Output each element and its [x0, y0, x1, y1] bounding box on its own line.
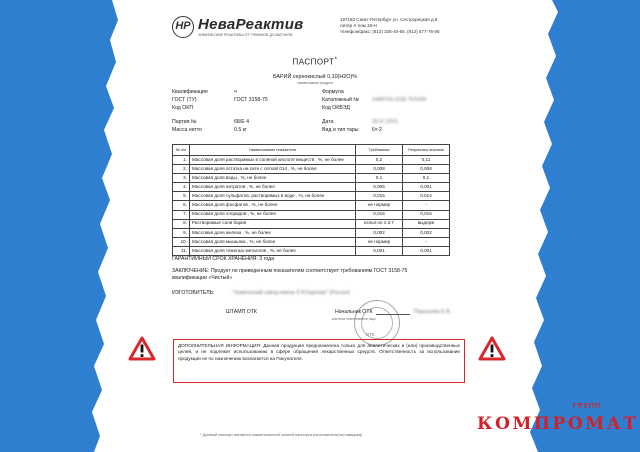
table-cell-name: Массовая доля воды , %, не более	[190, 174, 356, 183]
table-cell-res: 0,11	[403, 156, 450, 165]
catalog-label: Каталожный №	[322, 97, 359, 103]
table-cell-num: 11.	[173, 246, 190, 255]
table-cell-num: 3.	[173, 174, 190, 183]
table-cell-name: Массовая доля растворимых в соляной кислоте веществ , %, не более	[190, 156, 356, 165]
column-header-res: Результаты анализа	[403, 145, 450, 156]
column-header-num: № п/п	[173, 145, 190, 156]
table-row	[173, 246, 450, 255]
table-cell-num: 10.	[173, 237, 190, 246]
shelf-life: ГАРАНТИЙНЫЙ СРОК ХРАНЕНИЯ: 3 года	[172, 256, 275, 262]
mass-value: 0.5 кг	[234, 127, 247, 133]
table-cell-res: 0,015	[403, 210, 450, 219]
date-label: Дата	[322, 119, 334, 125]
qualification-value: ч	[234, 89, 237, 95]
table-cell-name: Массовая доля сульфатов, растворимых в воде , %, не более	[190, 192, 356, 201]
maker-value: "Химический завод имени Л.Я.Карпова" (Россия)	[232, 290, 350, 296]
table-cell-num: 1.	[173, 156, 190, 165]
table-row	[173, 183, 450, 192]
okved-label: Код ОКВЭД	[322, 105, 350, 111]
passport-title: ПАСПОРТ*	[292, 56, 338, 67]
table-cell-name: Растворимые соли бария	[190, 219, 356, 228]
table-cell-res: 0,002	[403, 228, 450, 237]
column-header-name: Наименование показателя	[190, 145, 356, 156]
pack-label: Вид и тип тары	[322, 127, 359, 133]
warning-icon-right	[478, 336, 506, 362]
table-cell-res: 0,1	[403, 174, 450, 183]
table-cell-req: 0,015	[356, 192, 403, 201]
pack-value: 6т-2	[372, 127, 382, 133]
table-cell-name: Массовая доля мышьяка , %, не более	[190, 237, 356, 246]
table-cell-name: Массовая доля хлоридов , %, не более	[190, 210, 356, 219]
table-cell-num: 4.	[173, 183, 190, 192]
table-cell-res: 0,001	[403, 246, 450, 255]
gost-label: ГОСТ (ТУ)	[172, 97, 197, 103]
date-value: 20.07.2021	[372, 119, 398, 125]
additional-info-box: ДОПОЛНИТЕЛЬНАЯ ИНФОРМАЦИЯ: Данная продукция предназначена только для аналитических и (или) производственных целей, и не подлежит использованию в сфере обращения лекарственных средств. Ответственность за использование продукции не по назначению возлагается на Покупателя.	[173, 339, 465, 383]
brand-name: НеваРеактив	[198, 16, 304, 33]
batch-label: Партия №	[172, 119, 197, 125]
table-cell-num: 9.	[173, 228, 190, 237]
table-cell-num: 8.	[173, 219, 190, 228]
table-row	[173, 156, 450, 165]
otk-stamp-text: ОТК	[366, 332, 375, 337]
table-row	[173, 210, 450, 219]
formula-label: Формула	[322, 89, 344, 95]
table-row	[173, 192, 450, 201]
table-row	[173, 165, 450, 174]
table-cell-req: 0,002	[356, 228, 403, 237]
table-cell-num: 2.	[173, 165, 190, 174]
table-row	[173, 219, 450, 228]
catalog-value: XARFO4-3158.75/1000	[372, 97, 427, 103]
logo-icon: НР	[172, 16, 194, 38]
gost-value: ГОСТ 3158-75	[234, 97, 268, 103]
product-name: БАРИЙ сернокислый 0,10(Н2О)%	[272, 74, 358, 80]
watermark-brand: КОМПРОМАТ	[477, 414, 639, 434]
table-row	[173, 228, 450, 237]
brand-tagline: ХИМИЧЕСКИЕ РЕАКТИВЫ ОТ ГРАММОВ ДО ВАГОНОВ	[198, 33, 293, 37]
maker-label: ИЗГОТОВИТЕЛЬ:	[172, 290, 215, 296]
table-cell-req: 0,008	[356, 165, 403, 174]
conclusion-line-2: квалификации «Чистый»	[172, 275, 233, 281]
table-cell-req: 0,001	[356, 246, 403, 255]
table-row	[173, 174, 450, 183]
table-cell-req: 0,015	[356, 210, 403, 219]
footnote: * Данный паспорт является машинописной копией паспорта изготовителя(поставщика)	[200, 432, 363, 437]
head-label: Начальник ОТК	[335, 309, 373, 315]
batch-value: 68/Е 4	[234, 119, 249, 125]
head-name: Парышева Е.В.	[414, 309, 452, 315]
table-cell-res: 0,008	[403, 165, 450, 174]
passport-document	[150, 12, 480, 452]
table-cell-res: 0,014	[403, 192, 450, 201]
company-address: 197183 Санкт-Петербург ул. Сестрорецкая д.8 литер А пом.18-Н телефон/факс: (812) 325-40-65, (812) 577-76-06	[340, 17, 440, 34]
watermark-group: ГРУПП	[573, 403, 601, 410]
table-cell-res: -	[403, 237, 450, 246]
table-cell-num: 7.	[173, 210, 190, 219]
table-cell-name: Массовая доля нитратов , %, не более	[190, 183, 356, 192]
table-cell-name: Массовая доля железа , %, не более	[190, 228, 356, 237]
table-cell-res: -	[403, 201, 450, 210]
stamp-label: ШТАМП ОТК	[226, 309, 257, 315]
table-cell-req: 0,1	[356, 174, 403, 183]
table-cell-res: 0,001	[403, 183, 450, 192]
qualification-label: Квалификация	[172, 89, 208, 95]
table-cell-req: испыт.по п.3.7	[356, 219, 403, 228]
head-caption: или иное ответственное лицо	[332, 317, 376, 321]
product-caption: наименование продукта	[297, 81, 333, 85]
table-cell-req: не нормир	[356, 237, 403, 246]
table-cell-res: выдерж	[403, 219, 450, 228]
table-row	[173, 237, 450, 246]
table-cell-req: 0,005	[356, 183, 403, 192]
table-cell-req: не нормир	[356, 201, 403, 210]
table-cell-req: 0,2	[356, 156, 403, 165]
table-cell-name: Массовая доля тяжелых металлов , %, не более	[190, 246, 356, 255]
table-cell-num: 5.	[173, 192, 190, 201]
specification-table	[172, 144, 450, 256]
okp-label: Код ОКП	[172, 105, 194, 111]
table-cell-num: 6.	[173, 201, 190, 210]
column-header-req: Требования	[356, 145, 403, 156]
table-cell-name: Массовая доля остатка на сите с сеткой 014 , %, не более	[190, 165, 356, 174]
table-cell-name: Массовая доля фосфатов , %, не более	[190, 201, 356, 210]
table-header-row	[173, 145, 450, 156]
mass-label: Масса нетто	[172, 127, 202, 133]
table-row	[173, 201, 450, 210]
conclusion-line-1: ЗАКЛЮЧЕНИЕ: Продукт по приведенным показателям соответствует требованиям ГОСТ 3158-75	[172, 268, 408, 274]
